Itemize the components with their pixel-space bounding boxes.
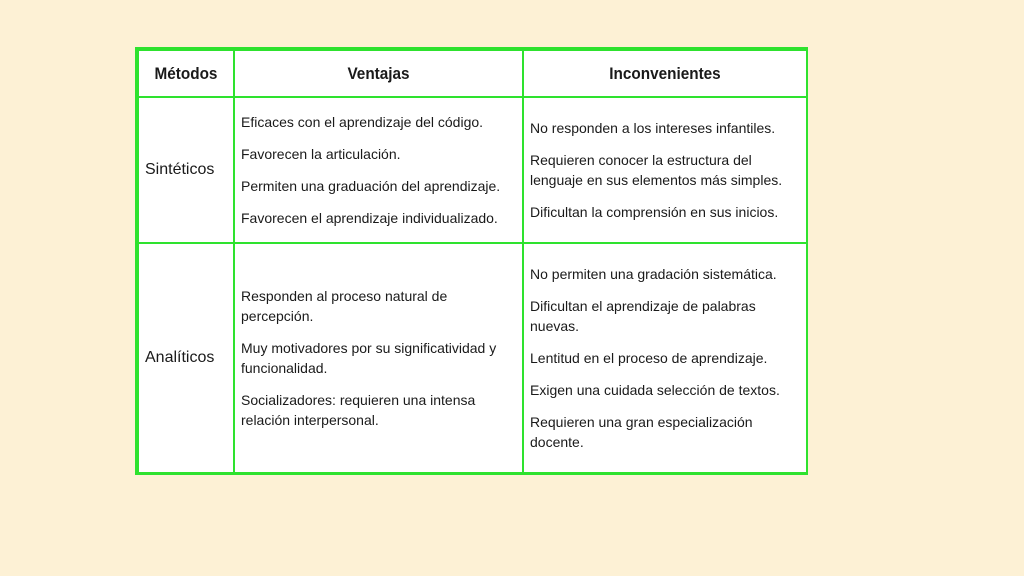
table-header-row — [138, 50, 807, 97]
list-item: No responden a los intereses infantiles. — [530, 120, 776, 136]
list-item: Lentitud en el proceso de aprendizaje. — [530, 350, 768, 366]
advantages-list — [241, 286, 516, 430]
header-disadvantages: Inconvenientes — [537, 50, 793, 97]
list-item: Favorecen el aprendizaje individualizado. — [241, 210, 498, 226]
header-methods: Métodos — [143, 50, 229, 97]
list-item: No permiten una gradación sistemática. — [530, 266, 777, 282]
list-item: Requieren una gran especialización docente. — [530, 414, 753, 450]
advantages-cell — [234, 97, 523, 243]
list-item: Permiten una graduación del aprendizaje. — [241, 178, 501, 194]
disadvantages-cell — [523, 243, 807, 473]
advantages-list — [241, 112, 516, 228]
list-item: Socializadores: requieren una intensa relación interpersonal. — [241, 392, 476, 428]
list-item: Responden al proceso natural de percepción. — [241, 288, 448, 324]
list-item: Muy motivadores por su significatividad y funcionalidad. — [241, 340, 497, 376]
method-name-cell: Sintéticos — [138, 97, 234, 243]
table-row — [138, 97, 807, 243]
method-name-cell: Analíticos — [138, 243, 234, 473]
disadvantages-list — [530, 118, 800, 222]
list-item: Favorecen la articulación. — [241, 146, 401, 162]
disadvantages-cell — [523, 97, 807, 243]
methods-comparison-table — [137, 49, 808, 474]
advantages-cell — [234, 243, 523, 473]
list-item: Dificultan la comprensión en sus inicios. — [530, 204, 779, 220]
table-row — [138, 243, 807, 473]
methods-table-container — [135, 47, 808, 475]
list-item: Eficaces con el aprendizaje del código. — [241, 114, 484, 130]
list-item: Dificultan el aprendizaje de palabras nuevas. — [530, 298, 756, 334]
header-advantages: Ventajas — [248, 50, 508, 97]
list-item: Exigen una cuidada selección de textos. — [530, 382, 780, 398]
list-item: Requieren conocer la estructura del lenguaje en sus elementos más simples. — [530, 152, 783, 188]
disadvantages-list — [530, 264, 800, 452]
